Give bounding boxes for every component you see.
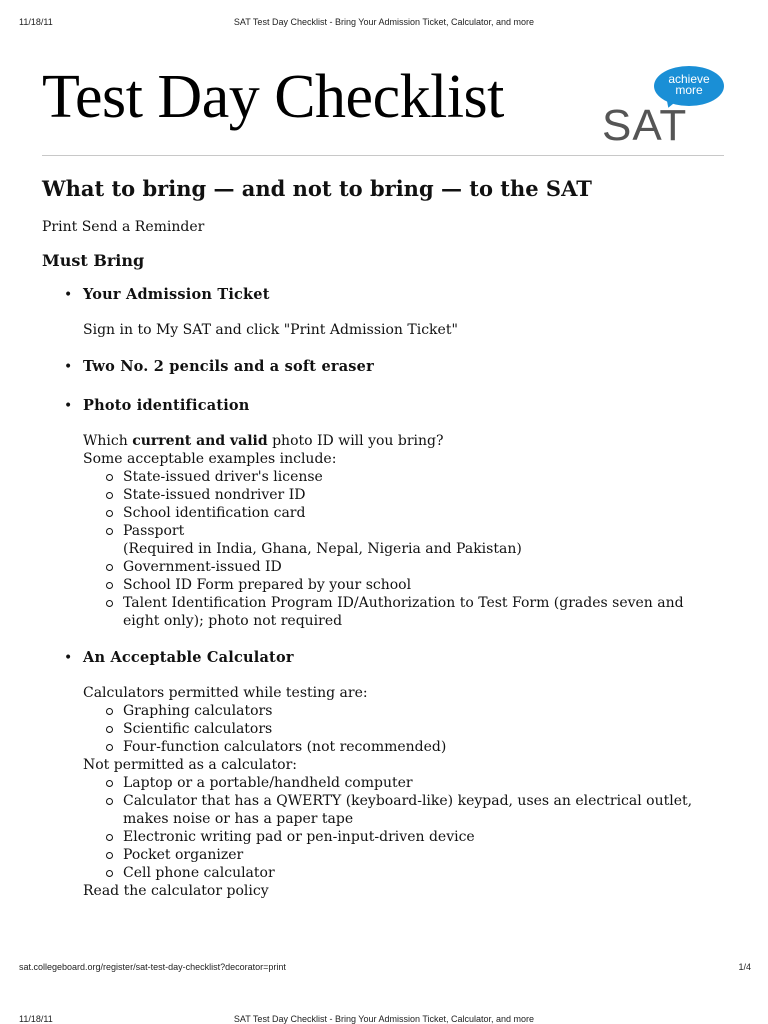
logo-bubble-line2: more	[675, 83, 703, 97]
calculator-permitted-list	[83, 702, 724, 756]
print-page-title: SAT Test Day Checklist - Bring Your Admission Ticket, Calculator, and more	[233, 1014, 535, 1024]
item-body: Sign in to My SAT and click "Print Admission Ticket"	[83, 322, 458, 338]
print-page-number: 1/4	[738, 962, 751, 972]
print-date: 11/18/11	[19, 17, 53, 27]
must-bring-list	[42, 284, 724, 900]
list-item-calculator	[42, 647, 724, 900]
print-url: sat.collegeboard.org/register/sat-test-day-checklist?decorator=print	[19, 962, 286, 972]
list-item: Electronic writing pad or pen-input-driven device	[83, 828, 724, 846]
print-page-title: SAT Test Day Checklist - Bring Your Admission Ticket, Calculator, and more	[233, 17, 535, 27]
list-item-pencils	[42, 356, 724, 395]
print-link[interactable]: Print	[42, 219, 78, 235]
list-item: Cell phone calculator	[83, 864, 724, 882]
item-title: • Photo identification	[83, 397, 250, 414]
page-actions	[42, 217, 724, 237]
item-title: • Your Admission Ticket	[83, 286, 270, 303]
calculator-not-permitted-intro: Not permitted as a calculator:	[83, 757, 297, 773]
photo-id-list	[83, 468, 724, 630]
photo-id-question: Which current and valid photo ID will you bring?	[83, 433, 444, 449]
list-item: Graphing calculators	[83, 702, 724, 720]
list-item: School ID Form prepared by your school	[83, 576, 724, 594]
item-title: • An Acceptable Calculator	[83, 649, 294, 666]
section-heading: Must Bring	[42, 251, 145, 270]
print-footer	[0, 962, 768, 978]
send-reminder-link[interactable]: Send a Reminder	[81, 219, 205, 235]
print-header	[0, 17, 768, 33]
list-item: Government-issued ID	[83, 558, 724, 576]
print-header-next-page	[0, 1014, 768, 1024]
calculator-not-permitted-list	[83, 774, 724, 882]
main-content	[42, 172, 724, 917]
logo-bubble-line1: achieve	[668, 72, 710, 86]
list-item-photo-id	[42, 395, 724, 630]
item-body	[83, 684, 724, 900]
list-item: School identification card	[83, 504, 724, 522]
list-item-ticket	[42, 284, 724, 339]
list-item: Pocket organizer	[83, 846, 724, 864]
print-date: 11/18/11	[19, 1014, 53, 1024]
list-item: Laptop or a portable/handheld computer	[83, 774, 724, 792]
list-item: State-issued nondriver ID	[83, 486, 724, 504]
achieve-more-bubble	[654, 66, 724, 106]
title-divider	[42, 155, 724, 156]
list-item: Passport (Required in India, Ghana, Nepal, Nigeria and Pakistan)	[83, 522, 724, 558]
photo-id-intro: Some acceptable examples include:	[83, 451, 337, 467]
item-title: • Two No. 2 pencils and a soft eraser	[83, 358, 374, 375]
calculator-policy-link[interactable]: Read the calculator policy	[83, 883, 269, 899]
item-body	[83, 432, 724, 630]
list-item: State-issued driver's license	[83, 468, 724, 486]
calculator-permitted-intro: Calculators permitted while testing are:	[83, 685, 368, 701]
list-item: Calculator that has a QWERTY (keyboard-like) keypad, uses an electrical outlet, makes noise or has a paper tape	[83, 792, 724, 828]
page-subtitle: What to bring — and not to bring — to the SAT	[42, 176, 592, 201]
list-item: Scientific calculators	[83, 720, 724, 738]
list-item: Four-function calculators (not recommended)	[83, 738, 724, 756]
sat-logo	[598, 64, 728, 156]
logo-sat-text: SAT	[602, 101, 688, 150]
list-item: Talent Identification Program ID/Authorization to Test Form (grades seven and eight only); photo not required	[83, 594, 724, 630]
page-title: Test Day Checklist	[42, 63, 504, 131]
